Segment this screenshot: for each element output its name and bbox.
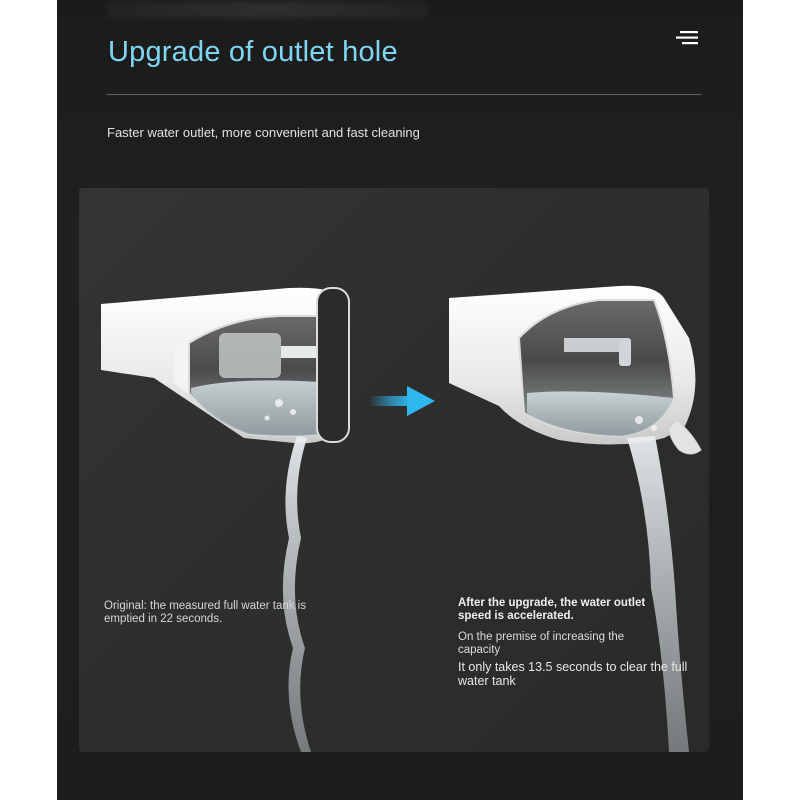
original-water-stream (283, 436, 311, 752)
upgrade-result: It only takes 13.5 seconds to clear the full water tank (458, 660, 688, 688)
faded-header-text (107, 2, 427, 18)
upgrade-headline: After the upgrade, the water outlet speed is accelerated. (458, 597, 646, 622)
upgraded-water-stream (627, 436, 689, 752)
upgraded-device (449, 286, 701, 454)
right-arrow-icon (369, 386, 435, 416)
comparison-panel (79, 188, 709, 752)
original-caption: Original: the measured full water tank is emptied in 22 seconds. (104, 600, 306, 625)
page-title: Upgrade of outlet hole (108, 36, 398, 68)
menu-icon[interactable] (674, 30, 698, 46)
title-divider (106, 94, 702, 95)
page-subtitle: Faster water outlet, more convenient and fast cleaning (107, 125, 420, 140)
product-page (57, 0, 743, 800)
original-device (101, 288, 349, 444)
upgrade-premise: On the premise of increasing the capacity (458, 631, 625, 656)
upgrade-caption (458, 597, 709, 688)
